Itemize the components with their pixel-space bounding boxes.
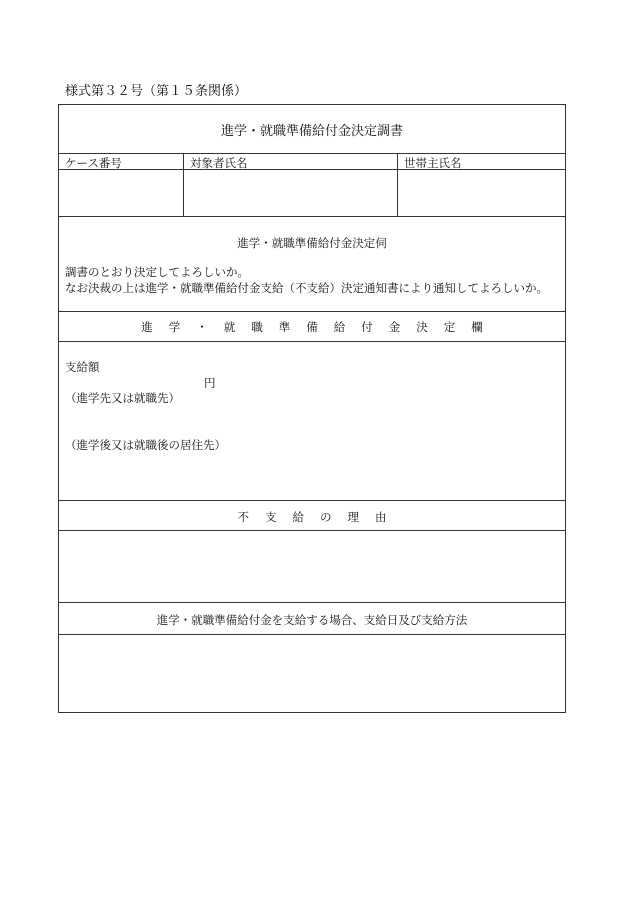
- divider: [59, 153, 565, 154]
- destination-label: （進学先又は就職先）: [65, 391, 180, 405]
- divider: [59, 602, 565, 603]
- subject-name-header: 対象者氏名: [190, 156, 248, 170]
- amount-label: 支給額: [65, 360, 100, 374]
- inquiry-line-1: 調書のとおり決定してよろしいか。: [65, 265, 249, 279]
- inquiry-line-2: なお決裁の上は進学・就職準備給付金支給（不支給）決定通知書により通知してよろしいか。: [65, 281, 548, 295]
- case-number-header: ケース番号: [65, 156, 122, 170]
- non-payment-reason-field[interactable]: [59, 531, 565, 601]
- sheet-title: 進学・就職準備給付金決定調書: [220, 123, 403, 139]
- decision-sheet: [58, 104, 566, 713]
- decision-heading: 進学・就職準備給付金決定欄: [141, 320, 499, 334]
- householder-name-header: 世帯主氏名: [404, 156, 462, 170]
- non-payment-heading: 不支給の理由: [237, 510, 403, 524]
- subject-name-field[interactable]: [184, 170, 397, 216]
- divider: [59, 311, 565, 312]
- yen-label: 円: [204, 376, 216, 390]
- divider: [59, 500, 565, 501]
- householder-name-field[interactable]: [398, 170, 565, 216]
- payment-method-field[interactable]: [59, 635, 565, 712]
- payment-method-heading: 進学・就職準備給付金を支給する場合、支給日及び支給方法: [156, 613, 468, 627]
- form-number-label: 様式第３２号（第１５条関係）: [65, 84, 248, 99]
- residence-label: （進学後又は就職後の居住先）: [65, 438, 226, 452]
- divider: [59, 216, 565, 217]
- inquiry-heading: 進学・就職準備給付金決定伺: [237, 236, 387, 250]
- case-number-field[interactable]: [59, 170, 183, 216]
- divider: [59, 341, 565, 342]
